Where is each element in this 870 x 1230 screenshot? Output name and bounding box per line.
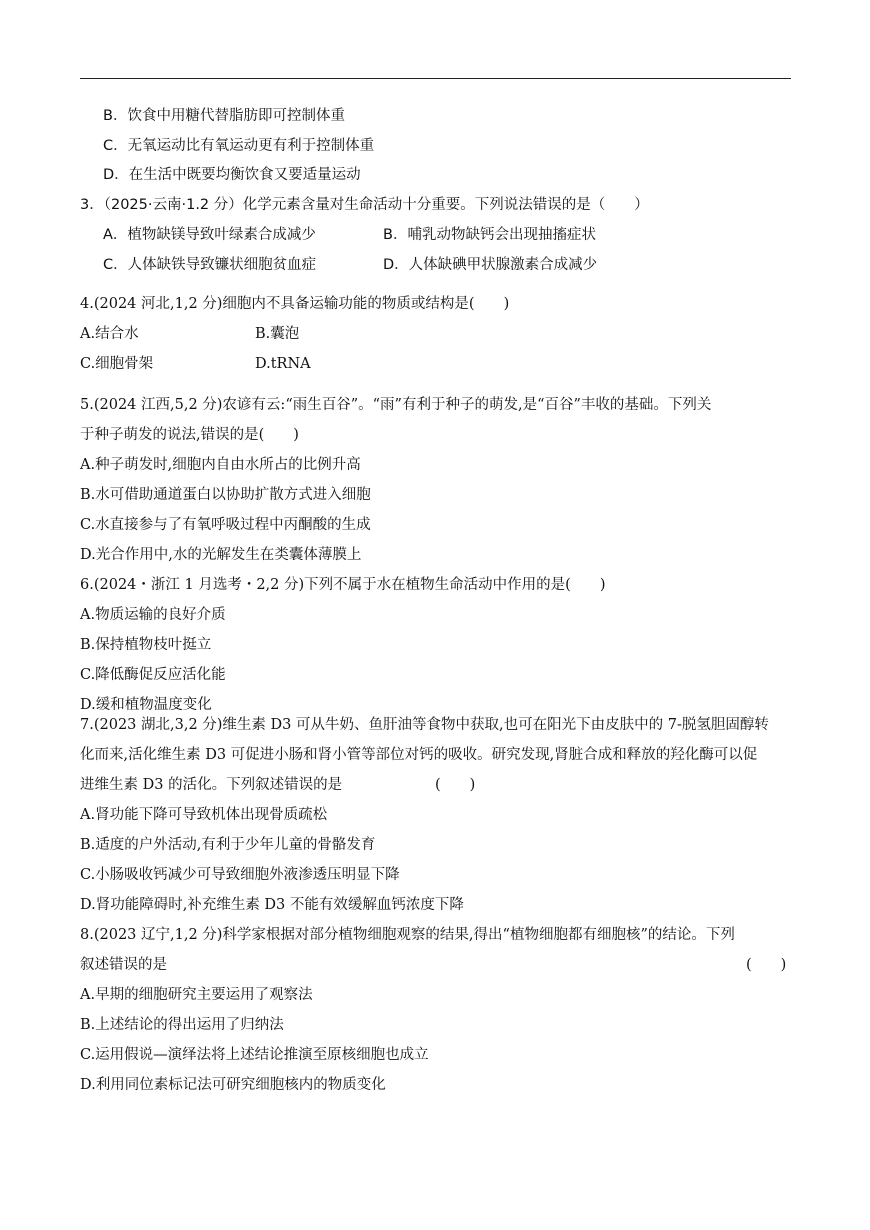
q8-stem-line2: 叙述错误的是 [80, 957, 167, 973]
q6-option-d: D.缓和植物温度变化 [80, 697, 212, 713]
q5-option-c: C.水直接参与了有氧呼吸过程中丙酮酸的生成 [80, 517, 371, 533]
q7-option-b: B.适度的户外活动,有利于少年儿童的骨骼发育 [80, 837, 376, 853]
q6-stem: 6.(2024・浙江 1 月选考・2,2 分)下列不属于水在植物生命活动中作用的是( ) [80, 577, 606, 593]
q7-option-c: C.小肠吸收钙减少可导致细胞外液渗透压明显下降 [80, 867, 400, 883]
q3-option-c: C．人体缺铁导致镰状细胞贫血症 [103, 257, 317, 273]
q8-stem-line1: 8.(2023 辽宁,1,2 分)科学家根据对部分植物细胞观察的结果,得出“植物细胞都有细胞核”的结论。下列 [80, 927, 735, 943]
prev-option-b: B．饮食中用糖代替脂肪即可控制体重 [103, 108, 345, 124]
q3-stem: 3．（2025·云南·1.2 分）化学元素含量对生命活动十分重要。下列说法错误的是（ ） [80, 197, 649, 213]
q7-option-d: D.肾功能障碍时,补充维生素 D3 不能有效缓解血钙浓度下降 [80, 897, 464, 913]
q4-option-b: B.囊泡 [255, 326, 300, 342]
q7-stem-line2: 化而来,活化维生素 D3 可促进小肠和肾小管等部位对钙的吸收。研究发现,肾脏合成和释放的羟化酶可以促 [80, 747, 758, 763]
q4-option-d: D.tRNA [255, 356, 311, 372]
q8-option-b: B.上述结论的得出运用了归纳法 [80, 1017, 284, 1033]
q8-option-a: A.早期的细胞研究主要运用了观察法 [80, 987, 313, 1003]
q3-option-b: B．哺乳动物缺钙会出现抽搐症状 [383, 227, 596, 243]
q5-stem-line2: 于种子萌发的说法,错误的是( ) [80, 427, 299, 443]
q3-option-a: A．植物缺镁导致叶绿素合成减少 [103, 227, 316, 243]
q8-option-d: D.利用同位素标记法可研究细胞核内的物质变化 [80, 1077, 386, 1093]
q8-option-c: C.运用假说—演绎法将上述结论推演至原核细胞也成立 [80, 1047, 429, 1063]
q7-option-a: A.肾功能下降可导致机体出现骨质疏松 [80, 807, 328, 823]
q4-option-a: A.结合水 [80, 326, 139, 342]
q7-stem-line1: 7.(2023 湖北,3,2 分)维生素 D3 可从牛奶、鱼肝油等食物中获取,也可在阳光下由皮肤中的 7-脱氢胆固醇转 [80, 717, 769, 733]
prev-option-c: C．无氧运动比有氧运动更有利于控制体重 [103, 138, 375, 154]
q7-stem-line3: 进维生素 D3 的活化。下列叙述错误的是 [80, 777, 343, 793]
q4-option-c: C.细胞骨架 [80, 356, 154, 372]
q5-option-d: D.光合作用中,水的光解发生在类囊体薄膜上 [80, 547, 362, 563]
q6-option-b: B.保持植物枝叶挺立 [80, 637, 212, 653]
q3-option-d: D．人体缺碘甲状腺激素合成减少 [383, 257, 598, 273]
q5-option-a: A.种子萌发时,细胞内自由水所占的比例升高 [80, 457, 361, 473]
q7-answer-paren: ( ) [435, 777, 476, 793]
header-rule [80, 78, 791, 79]
q6-option-a: A.物质运输的良好介质 [80, 607, 226, 623]
prev-option-d: D．在生活中既要均衡饮食又要适量运动 [103, 167, 361, 183]
q4-stem: 4.(2024 河北,1,2 分)细胞内不具备运输功能的物质或结构是( ) [80, 296, 510, 312]
q5-stem-line1: 5.(2024 江西,5,2 分)农谚有云:“雨生百谷”。“雨”有利于种子的萌发,是“百谷”丰收的基础。下列关 [80, 397, 712, 413]
q6-option-c: C.降低酶促反应活化能 [80, 667, 226, 683]
q5-option-b: B.水可借助通道蛋白以协助扩散方式进入细胞 [80, 487, 371, 503]
q8-answer-paren: ( ) [746, 957, 787, 973]
